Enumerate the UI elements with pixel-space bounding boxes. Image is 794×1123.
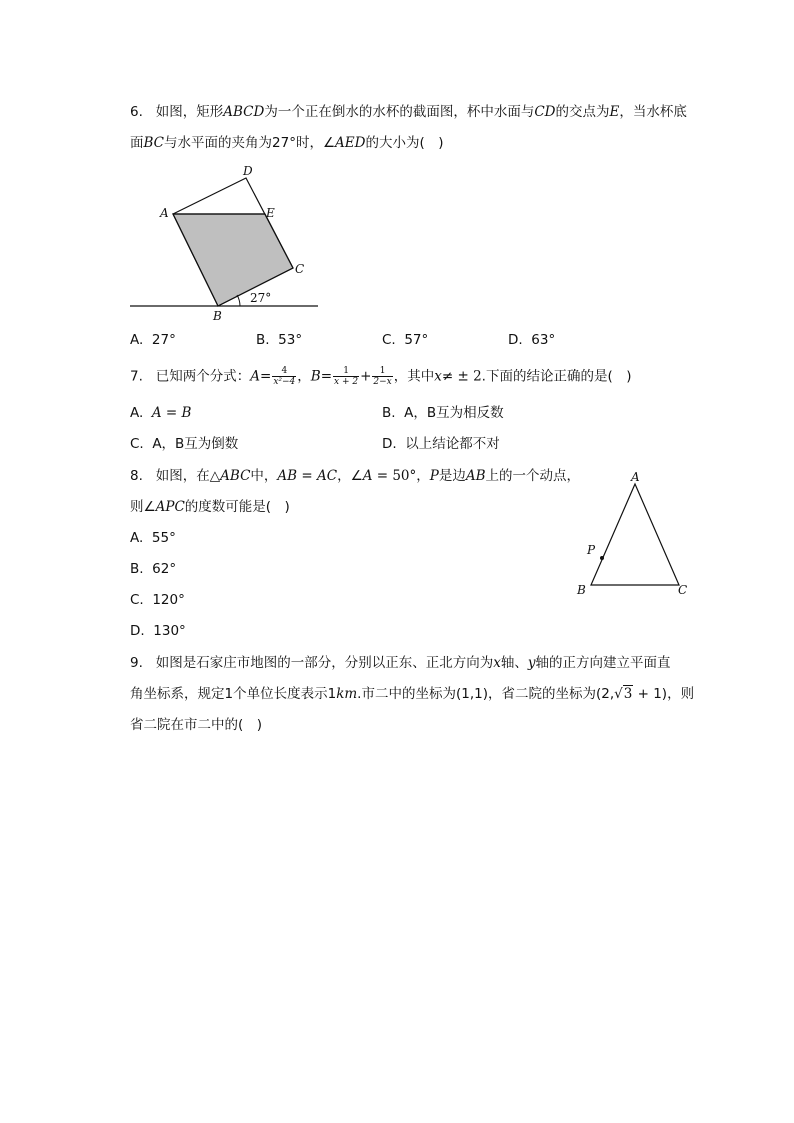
q9-line3	[130, 715, 262, 735]
math-km: km	[336, 686, 358, 702]
q6-text: 的大小为( )	[365, 135, 444, 151]
q7-text: ，	[297, 368, 311, 385]
q9-text: 轴的正方向建立平面直	[535, 655, 671, 671]
q8-option-a[interactable]	[130, 528, 176, 548]
q9-line2	[130, 684, 694, 704]
option-letter: D.	[130, 623, 145, 639]
sqrt-radicand: 3	[623, 686, 633, 702]
q7-text: .下面的结论正确的是( )	[481, 368, 632, 385]
q7-option-c[interactable]	[130, 434, 238, 454]
q9-text: 轴、	[500, 655, 528, 671]
q7-option-d[interactable]	[382, 434, 500, 454]
q6-number: 6.	[130, 104, 143, 120]
q6-text: 面	[130, 135, 144, 151]
math-y: y	[527, 655, 536, 671]
label-D: D	[243, 164, 253, 178]
q9-line1	[130, 653, 671, 673]
math-abcd: ABCD	[223, 104, 265, 120]
option-value: 63°	[531, 332, 556, 348]
q7-number: 7.	[130, 368, 143, 385]
angle-arc	[237, 295, 240, 306]
q8-option-c[interactable]	[130, 590, 185, 610]
point-p	[600, 556, 604, 560]
option-letter: C.	[130, 436, 144, 452]
q6-option-a[interactable]	[130, 330, 176, 350]
angle-label: 27°	[250, 291, 272, 305]
label-E: E	[266, 206, 275, 220]
math-abc: ABC	[220, 468, 251, 484]
option-text: 以上结论都不对	[405, 436, 500, 452]
sqrt-symbol: √	[614, 686, 623, 702]
q8-number: 8.	[130, 468, 143, 484]
option-letter: C.	[382, 332, 396, 348]
q6-figure	[120, 160, 330, 325]
math-p: P	[429, 468, 439, 484]
q6-option-d[interactable]	[508, 330, 555, 350]
math-bc: BC	[143, 135, 165, 151]
q8-text: 的度数可能是( )	[184, 499, 290, 515]
q8-text: 如图，在	[155, 468, 210, 484]
q8-text: 是边	[438, 468, 466, 484]
q6-text: 为一个正在倒水的水杯的截面图，杯中水面与	[264, 104, 535, 120]
math-b: B	[310, 368, 321, 385]
q9-number: 9.	[130, 655, 143, 671]
math-x: x	[493, 655, 501, 671]
q8-text: ，∠	[337, 468, 363, 484]
q6-line2	[130, 133, 444, 153]
option-letter: D.	[382, 436, 397, 452]
q8-text: 则∠	[130, 499, 156, 515]
triangle-abc	[591, 484, 679, 585]
water-region	[173, 214, 293, 306]
q6-option-c[interactable]	[382, 330, 428, 350]
option-value: 130°	[153, 623, 186, 639]
option-letter: B.	[256, 332, 270, 348]
label-B: B	[213, 309, 222, 323]
option-value: 53°	[278, 332, 303, 348]
option-value: 55°	[151, 530, 176, 546]
fraction-2	[333, 366, 359, 387]
math-cd: CD	[534, 104, 556, 120]
option-letter: B.	[130, 561, 144, 577]
q7-line1	[130, 366, 632, 387]
math-ab: AB	[465, 468, 486, 484]
option-letter: D.	[508, 332, 523, 348]
math-a: A	[362, 468, 373, 484]
fraction-numerator: 1	[333, 366, 359, 377]
math-x: x	[434, 368, 442, 385]
q6-line1	[130, 102, 687, 122]
q7-option-b[interactable]	[382, 403, 504, 423]
label-B: B	[577, 583, 586, 597]
q6-text: 与水平面的夹角为27°时，∠	[164, 135, 336, 151]
q6-text: 的交点为	[555, 104, 610, 120]
option-letter: A.	[130, 332, 144, 348]
q8-option-b[interactable]	[130, 559, 176, 579]
q6-option-b[interactable]	[256, 330, 302, 350]
option-value: 27°	[151, 332, 176, 348]
fraction-denominator: x + 2	[334, 377, 359, 387]
label-A: A	[631, 470, 640, 484]
option-text: A，B互为倒数	[152, 436, 239, 452]
fraction-3	[372, 366, 392, 387]
q6-text: ，当水杯底	[619, 104, 687, 120]
math-plus: +	[360, 368, 372, 385]
q7-text: ，其中	[393, 368, 435, 385]
math-eq: =	[320, 368, 333, 385]
q8-text: 上的一个动点，	[485, 468, 581, 484]
option-text: A，B互为相反数	[404, 405, 504, 421]
math-aed: AED	[335, 135, 366, 151]
fraction-1	[272, 366, 296, 387]
math-ab: AB	[277, 468, 298, 484]
math-eq: =	[297, 468, 317, 484]
option-letter: C.	[130, 592, 144, 608]
q9-text: + 1)，则	[633, 686, 695, 702]
option-value: 120°	[152, 592, 185, 608]
q7-option-a[interactable]	[130, 403, 191, 423]
math-eq: =	[260, 368, 272, 385]
math-apc: APC	[155, 499, 185, 515]
option-text: A = B	[151, 405, 192, 421]
q8-line1	[130, 466, 580, 486]
math-e: E	[609, 104, 620, 120]
triangle-symbol: △	[209, 468, 221, 484]
label-C: C	[678, 583, 688, 597]
q9-text: .市二中的坐标为(1,1)，省二院的坐标为(2,	[357, 686, 615, 702]
option-value: 57°	[404, 332, 429, 348]
fraction-denominator: 2−x	[373, 377, 392, 387]
fraction-numerator: 4	[272, 366, 296, 377]
q9-text: 角坐标系，规定1个单位长度表示1	[130, 686, 337, 702]
q8-option-d[interactable]	[130, 621, 186, 641]
label-P: P	[587, 543, 596, 557]
label-A: A	[160, 206, 169, 220]
q6-text: 如图，矩形	[155, 104, 224, 120]
q9-text: 如图是石家庄市地图的一部分，分别以正东、正北方向为	[155, 655, 494, 671]
q8-figure	[570, 466, 700, 601]
option-letter: A.	[130, 405, 144, 421]
q8-text: = 50°，	[372, 468, 430, 484]
option-letter: A.	[130, 530, 144, 546]
q8-line2	[130, 497, 290, 517]
fraction-denominator: x²−4	[273, 377, 296, 387]
q9-text: 省二院在市二中的( )	[130, 717, 263, 733]
fraction-numerator: 1	[372, 366, 392, 377]
math-a: A	[250, 368, 261, 385]
label-C: C	[295, 262, 305, 276]
math-condition: ≠ ± 2	[441, 368, 482, 385]
q8-text: 中，	[250, 468, 278, 484]
q7-text: 已知两个分式：	[155, 368, 251, 385]
option-value: 62°	[152, 561, 177, 577]
math-ac: AC	[316, 468, 338, 484]
option-letter: B.	[382, 405, 396, 421]
